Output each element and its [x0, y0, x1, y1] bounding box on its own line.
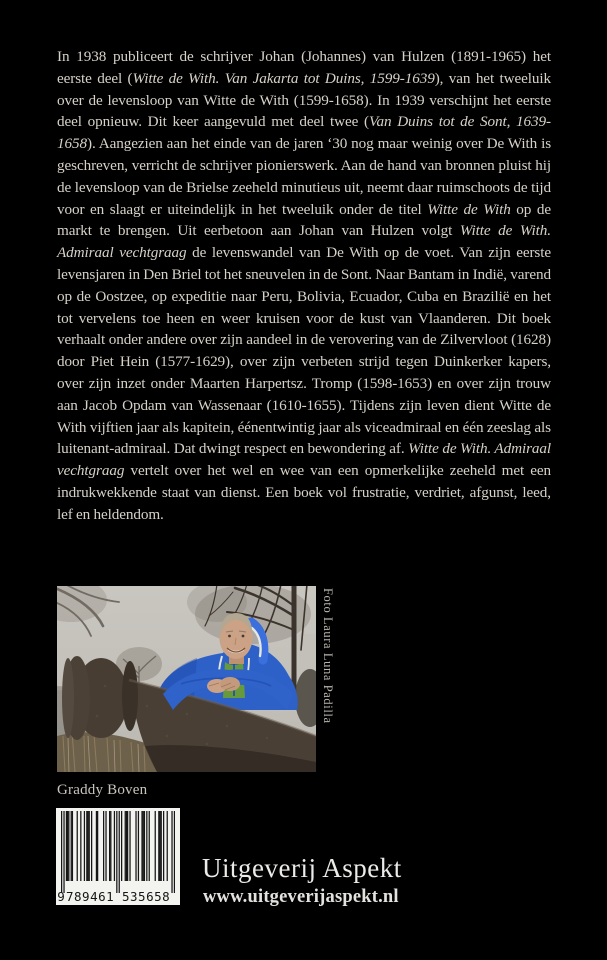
text-segment: vertelt over het wel en wee van een opmerkelijke zeeheld met een indrukwekkende staat van dienst. Een boek vol frustratie, verdriet, afgunst, leed, lef en heldendom. [57, 462, 551, 523]
publisher-logo-text: Uitgeverij Aspekt [202, 853, 402, 883]
text-segment: Witte de With [427, 200, 511, 218]
isbn-barcode [56, 808, 180, 905]
barcode-digit-lead: 9 [57, 889, 65, 904]
synopsis-text [57, 46, 551, 526]
text-segment: de levenswandel van De With op de voet. Van zijn eerste levensjaren in Den Briel tot het sneuvelen in de Sont. Naar Bantam in Indië, varend op de Oostzee, op expeditie naar Peru, Bolivia, Ecuador, Cuba en Brazilië en het tot vervelens toe heen en weer kruisen voor de kust van Vlaanderen. Dit boek verhaalt onder andere over zijn aandeel in de verovering van de Zilvervloot (1628) door Piet Hein (1577-1629), over zijn verbeten strijd tegen Duinkerker kapers, over zijn inzet onder Maarten Harpertsz. Tromp (1598-1653) en over zijn trouw aan Jacob Opdam van Wassenaar (1610-1655). Tijdens zijn leven dient Witte de With vijftien jaar als kapitein, éénentwintig jaar als viceadmiraal en één zeeslag als luitenant-admiraal. Dat dwingt respect en bewondering af. [57, 244, 551, 458]
author-photo [57, 586, 316, 772]
photo-credit: Foto Laura Luna Padilla [321, 588, 335, 724]
author-name: Graddy Boven [57, 782, 148, 798]
barcode-bars [61, 811, 175, 898]
barcode-digits-right: 535658 [122, 889, 171, 904]
text-segment: Witte de With. Van Jakarta tot Duins, 1599-1639 [132, 69, 435, 87]
text-segment: Witte de With. Admiraal vechtgraag [57, 440, 551, 480]
text-segment: In 1938 publiceert de schrijver Johan (Johannes) van Hulzen (1891-1965) het eerste deel ( [57, 48, 551, 87]
text-segment: ), van het tweeluik over de levensloop van Witte de With (1599-1658). In 1939 verschijnt het eerste deel opnieuw. Dit keer aangevuld met deel twee ( [57, 69, 551, 131]
author-photo-illustration [57, 586, 316, 772]
publisher-website: www.uitgeverijaspekt.nl [203, 887, 399, 907]
text-segment: op de markt te brengen. Uit eerbetoon aan Johan van Hulzen volgt [57, 200, 551, 240]
text-segment: Witte de With. Admiraal vechtgraag [57, 222, 551, 262]
text-segment: ). Aangezien aan het einde van de jaren ‘30 nog maar weinig over De With is geschreven, verricht de schrijver pionierswerk. Aan de hand van bronnen pluist hij de levensloop van de Brielse zeeheld minutieus uit, neemt daar ruimschoots de tijd voor en slaagt er uiteindelijk in het tweeluik onder de titel [57, 135, 551, 218]
text-segment: Van Duins tot de Sont, 1639-1658 [57, 113, 551, 153]
barcode-digits-left: 789461 [66, 889, 115, 904]
